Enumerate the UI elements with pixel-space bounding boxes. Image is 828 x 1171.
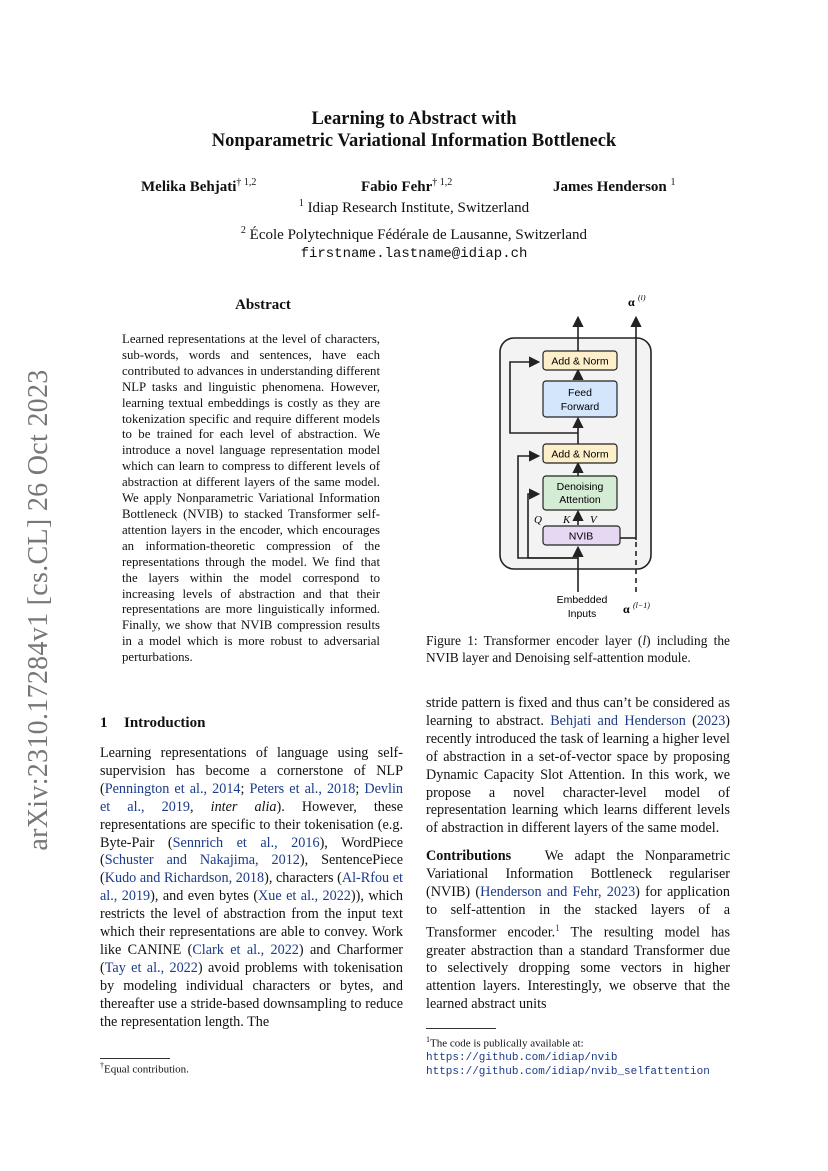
section-number: 1 (100, 715, 108, 731)
citation-link[interactable]: Sennrich et al., 2016 (172, 834, 320, 851)
paragraph (426, 695, 730, 838)
citation-link[interactable]: Peters et al., 2018 (249, 780, 356, 797)
footnote-rule (100, 1058, 170, 1059)
text: ) and Charformer ( (100, 941, 404, 976)
arxiv-id: arXiv:2310.17284v1 [cs.CL] 26 Oct 2023 (23, 369, 54, 851)
footnote-link[interactable]: 1 (555, 922, 560, 933)
title-line-2: Nonparametric Variational Information Bottleneck (211, 131, 617, 151)
footnote-equal-contribution (100, 1061, 189, 1076)
text: ) for application to self-attention in the stacked layers of a Transformer encoder. (426, 884, 730, 941)
author-affil-mark: † 1,2 (432, 177, 453, 188)
caption-italic: l (642, 633, 647, 648)
text: )), which restricts the level of abstraction from the input text which their representations are able to convey. Work like CANINE ( (100, 888, 403, 958)
paragraph-contributions (426, 848, 730, 1014)
attention-label: Attention (559, 494, 601, 506)
url-link[interactable]: https://github.com/idiap/nvib (426, 1051, 618, 1064)
feed-forward-label-2: Forward (560, 401, 600, 413)
abstract-heading: Abstract (235, 297, 291, 313)
citation-link[interactable]: Xue et al., 2022 (258, 888, 351, 905)
affiliation-2 (0, 221, 828, 245)
citation-link[interactable]: Behjati and Henderson (550, 712, 686, 729)
alpha-bottom-superscript: (l−1) (633, 601, 650, 610)
footnote-text: The code is publically available at: (430, 1037, 584, 1050)
text: We adapt the Nonparametric Variational Information Bottleneck regulariser (NVIB) ( (426, 848, 730, 901)
author-name: Melika Behjati (141, 179, 237, 195)
text: , (190, 798, 211, 815)
q-label: Q (534, 514, 542, 526)
nvib-label: NVIB (568, 530, 594, 543)
affil-text: École Polytechnique Fédérale de Lausanne, Switzerland (249, 227, 588, 243)
alpha-top-symbol: α (628, 295, 635, 309)
text: ) avoid problems with tokenisation by modeling individual characters or bytes, and thereafter use a stride-based downsampling to reduce the representation length. The (100, 959, 403, 1030)
paper-title (0, 108, 828, 152)
figure-caption (426, 632, 730, 666)
footnote-mark: † (100, 1061, 104, 1070)
text: stride pattern is fixed and thus can’t be considered as learning to abstract. (426, 695, 730, 729)
text-italic: inter alia (210, 798, 277, 815)
section-heading-introduction (100, 715, 205, 732)
section-title: Introduction (124, 715, 206, 731)
footnote-line (426, 1033, 710, 1051)
text: ; (355, 780, 365, 797)
citation-link[interactable]: Tay et al., 2022 (104, 959, 198, 976)
affil-mark: 1 (298, 198, 304, 209)
text: ), WordPiece ( (100, 834, 403, 869)
footnote-code-availability (426, 1033, 710, 1079)
denoising-label: Denoising (556, 481, 604, 493)
arxiv-stamp (14, 370, 64, 850)
add-norm-label: Add & Norm (551, 448, 609, 461)
feed-forward-label-1: Feed (568, 387, 592, 399)
k-label: K (563, 514, 571, 526)
url-link[interactable]: https://github.com/idiap/nvib_selfattention (426, 1065, 710, 1078)
paragraph-heading: Contributions (426, 848, 512, 865)
affiliations (0, 194, 828, 264)
figure-transformer-encoder-diagram (490, 295, 665, 625)
footnote-text: Equal contribution. (104, 1063, 189, 1076)
author-name: Fabio Fehr (361, 179, 433, 195)
affil-text: Idiap Research Institute, Switzerland (307, 200, 530, 216)
text: ), characters ( (264, 870, 342, 887)
text: ; (240, 780, 250, 797)
embedded-label: Embedded (556, 594, 608, 606)
citation-link[interactable]: Henderson and Fehr, 2023 (480, 884, 636, 901)
citation-link[interactable]: Clark et al., 2022 (192, 941, 299, 958)
author-name: James Henderson (553, 179, 667, 195)
text: The resulting model has greater abstraction than a standard Transformer due to selectively dropping some vectors in higher attention layers. Interestingly, we observe that the learned abstract units (426, 924, 730, 1013)
v-label: V (590, 514, 597, 526)
text: ). However, these representations are specific to their tokenisation (e.g. Byte-Pair ( (100, 798, 404, 851)
footnote-mark: 1 (426, 1035, 430, 1044)
text: ) recently introduced the task of learning a higher level of abstraction in a set-of-vector space by proposing Dynamic Capacity Slot Attention. In this work, we propose a novel character-level model of representation learning which learns different levels of abstraction in different layers of the same model. (426, 712, 731, 837)
intro-paragraph (100, 745, 403, 1032)
text: Learning representations of language using self-supervision has become a cornerstone of NLP ( (100, 745, 403, 797)
citation-link[interactable]: 2023 (696, 712, 726, 729)
email: firstname.lastname@idiap.ch (300, 246, 528, 262)
citation-link[interactable]: Al-Rfou et al., 2019 (100, 870, 403, 905)
affil-mark: 2 (240, 225, 246, 236)
citation-link[interactable]: Devlin et al., 2019 (100, 780, 403, 815)
inputs-label: Inputs (567, 608, 597, 620)
alpha-top-superscript: (l) (638, 295, 646, 302)
citation-link[interactable]: Schuster and Nakajima, 2012 (104, 852, 300, 869)
alpha-bottom-symbol: α (623, 602, 630, 616)
title-line-1: Learning to Abstract with (311, 109, 517, 129)
author-affil-mark: 1 (670, 177, 676, 188)
caption-text: ) including the NVIB layer and Denoising self-attention module. (426, 633, 730, 665)
text: ), SentencePiece ( (100, 852, 404, 887)
citation-link[interactable]: Kudo and Richardson, 2018 (104, 870, 265, 887)
footnote-rule (426, 1028, 496, 1029)
abstract-text: Learned representations at the level of characters, sub-words, words and sentences, have each contributed to advances in understanding different NLP tasks and linguistic phenomena. However, learning textual embeddings is costly as they are tokenization specific and require different models to be trained for each level of abstraction. We introduce a novel language representation model which can learn to compress to different levels of abstraction at different layers of the same model. We apply Nonparametric Variational Information Bottleneck (NVIB) to stacked Transformer self-attention layers in the encoder, which encourages an information-theoretic compression of the representations through the model. We find that the layers within the model correspond to increasing levels of abstraction and that their representations are more linguistically informed. Finally, we show that NVIB compression results in a model which is more robust to adversarial perturbations. (122, 332, 380, 665)
caption-text: Figure 1: Transformer encoder layer ( (426, 633, 643, 648)
affiliation-1 (0, 194, 828, 218)
citation-link[interactable]: Pennington et al., 2014 (104, 780, 241, 797)
add-norm-label: Add & Norm (551, 355, 609, 368)
author-affil-mark: † 1,2 (236, 177, 257, 188)
right-column-text (426, 695, 730, 1014)
text: ), and even bytes ( (150, 888, 259, 905)
text: ( (685, 712, 697, 729)
